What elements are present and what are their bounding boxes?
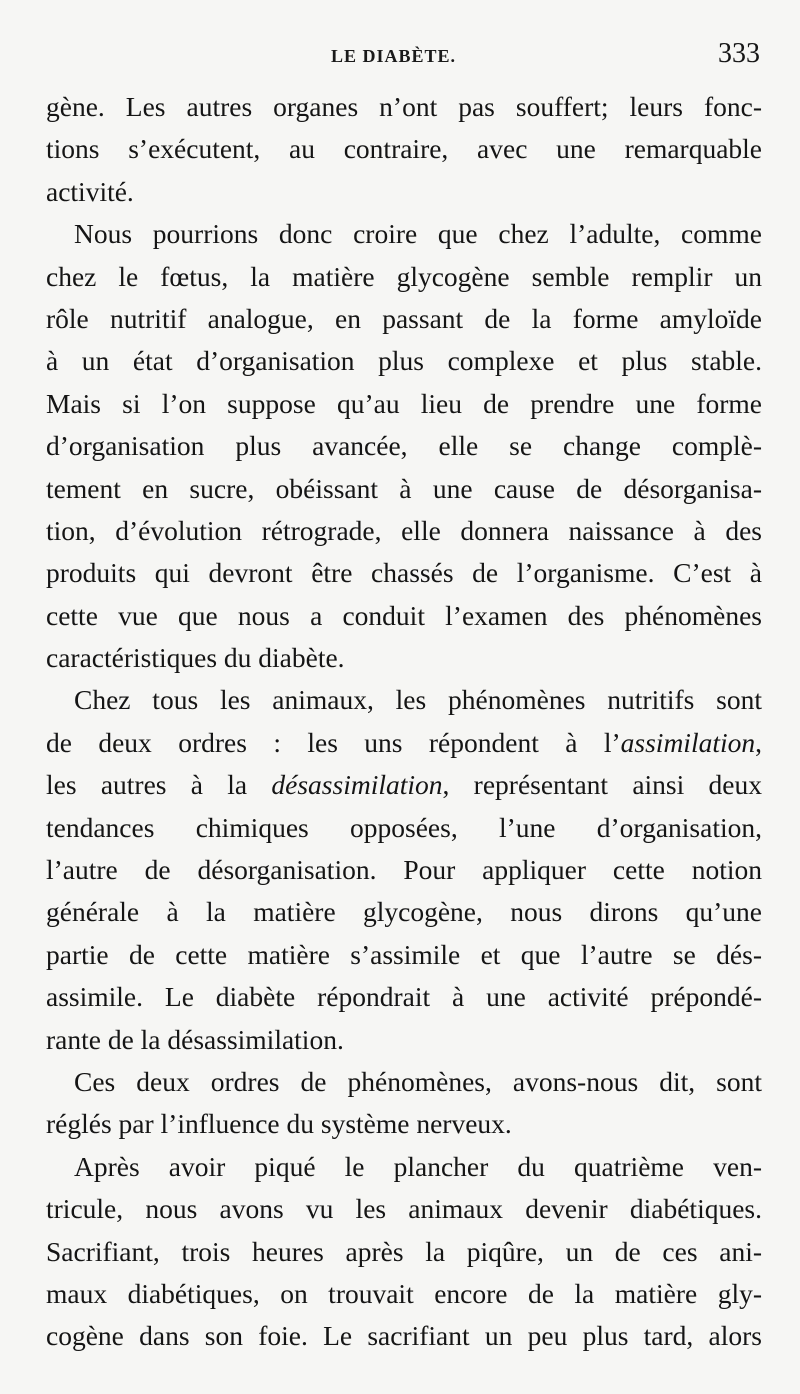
text-line: Mais si l’on suppose qu’au lieu de prendre une forme — [46, 387, 762, 419]
text-line: tement en sucre, obéissant à une cause de désorganisa- — [46, 472, 762, 504]
text-line-with-italic — [46, 764, 762, 806]
text-line: l’autre de désorganisation. Pour appliquer cette notion — [46, 854, 762, 886]
text-line: à un état d’organisation plus complexe et plus stable. — [46, 345, 762, 377]
text-line: chez le fœtus, la matière glycogène semble remplir un — [46, 260, 762, 292]
text-line: réglés par l’influence du système nerveux. — [46, 1108, 512, 1140]
text-line-with-italic — [46, 722, 762, 764]
text-line: générale à la matière glycogène, nous dirons qu’une — [46, 896, 762, 928]
text-segment: de deux ordres : les uns répondent à l’ — [46, 726, 621, 758]
text-line: tions s’exécutent, au contraire, avec une remarquable — [46, 133, 762, 165]
text-line: activité. — [46, 175, 134, 207]
text-line: cette vue que nous a conduit l’examen des phénomènes — [46, 599, 762, 631]
text-line: maux diabétiques, on trouvait encore de la matière gly- — [46, 1277, 762, 1309]
text-line: tion, d’évolution rétrograde, elle donnera naissance à des — [46, 514, 762, 546]
page-number: 333 — [718, 38, 760, 69]
text-line: cogène dans son foie. Le sacrifiant un peu plus tard, alors — [46, 1320, 762, 1352]
text-line: gène. Les autres organes n’ont pas souffert; leurs fonc- — [46, 91, 762, 122]
text-segment: , représentant ainsi deux — [442, 769, 762, 801]
italic-term-assimilation: assimilation — [620, 726, 756, 758]
text-line: caractéristiques du diabète. — [46, 642, 345, 674]
paragraph-first-line: Nous pourrions donc croire que chez l’adulte, comme — [74, 218, 762, 250]
paragraph-first-line: Chez tous les animaux, les phénomènes nutritifs sont — [74, 684, 762, 716]
paragraph-first-line: Ces deux ordres de phénomènes, avons-nous dit, sont — [74, 1065, 762, 1097]
text-segment: , — [755, 726, 762, 758]
text-segment: les autres à la — [46, 769, 272, 801]
text-line: tricule, nous avons vu les animaux devenir diabétiques. — [46, 1193, 762, 1225]
italic-term-desassimilation: désassimilation — [271, 769, 443, 801]
paragraph-first-line: Après avoir piqué le plancher du quatrième ven- — [74, 1150, 762, 1182]
running-title: LE DIABÈTE. — [331, 46, 457, 66]
text-line: assimile. Le diabète répondrait à une activité prépondé- — [46, 981, 762, 1013]
text-line: partie de cette matière s’assimile et que l’autre se dés- — [46, 938, 762, 970]
text-line: Sacrifiant, trois heures après la piqûre, un de ces ani- — [46, 1235, 762, 1267]
body-text — [46, 86, 762, 1358]
text-line: rôle nutritif analogue, en passant de la forme amyloïde — [46, 302, 762, 334]
text-line: produits qui devront être chassés de l’organisme. C’est à — [46, 557, 762, 589]
text-line: rante de la désassimilation. — [46, 1023, 344, 1055]
text-line: tendances chimiques opposées, l’une d’organisation, — [46, 811, 762, 843]
text-line: d’organisation plus avancée, elle se change complè- — [46, 430, 762, 462]
running-head — [0, 36, 800, 76]
